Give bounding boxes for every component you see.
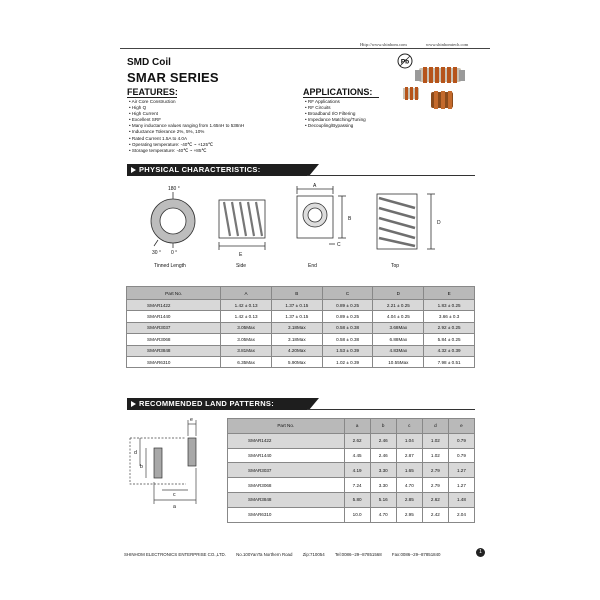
list-item: • Excellent SRF <box>129 117 244 123</box>
table-cell: SMAR3068 <box>228 478 345 493</box>
table-cell: 0.58 ± 0.38 <box>322 322 373 333</box>
end-view-drawing <box>297 186 346 244</box>
footer-company: SHINHOM ELECTRONICS ENTERPRISE CO.,LTD. <box>124 552 226 557</box>
table-cell: 2.95 <box>396 507 422 522</box>
table-cell: 3.05Max <box>221 322 272 333</box>
table-cell: 1.83 ± 0.25 <box>424 300 475 311</box>
table-cell: 1.27 <box>448 478 474 493</box>
pb-free-label: Pb <box>400 58 410 66</box>
table-cell: 4.70 <box>370 507 396 522</box>
dim-e-label: E <box>239 252 243 258</box>
column-header: B <box>271 287 322 300</box>
tinned-length-drawing <box>151 192 195 248</box>
side-view-drawing <box>219 200 265 250</box>
table-cell: SMAR3848 <box>127 345 221 356</box>
table-cell: 0.89 ± 0.25 <box>322 311 373 322</box>
applications-heading: APPLICATIONS: <box>303 87 373 97</box>
land-dim-e-label: e <box>190 417 193 423</box>
column-header: C <box>322 287 373 300</box>
product-photo <box>395 58 485 118</box>
list-item: • Broadband I/O Filtering <box>305 111 366 117</box>
table-cell: 0.79 <box>448 448 474 463</box>
table-cell: 7.98 ± 0.51 <box>424 356 475 367</box>
top-view-drawing <box>377 194 435 249</box>
coil-photo-large <box>415 67 465 83</box>
column-header: d <box>422 419 448 434</box>
table-cell: 1.37 ± 0.15 <box>271 300 322 311</box>
land-pad-right <box>188 438 196 466</box>
table-cell: 4.04 ± 0.25 <box>373 311 424 322</box>
table-cell: 2.46 <box>370 448 396 463</box>
banner-rule <box>307 175 475 176</box>
list-item: • High Q <box>129 105 244 111</box>
dim-a-label: A <box>313 183 317 189</box>
table-cell: 2.79 <box>422 478 448 493</box>
table-header-row <box>127 287 475 300</box>
table-cell: 7.24 <box>344 478 370 493</box>
table-cell: SMAR3068 <box>127 334 221 345</box>
table-cell: 0.79 <box>448 433 474 448</box>
table-row <box>127 322 475 333</box>
table-cell: 2.04 <box>448 507 474 522</box>
applications-underline <box>303 97 379 98</box>
table-cell: 5.90Max <box>271 356 322 367</box>
applications-list <box>305 99 366 129</box>
table-cell: 6.88Max <box>373 334 424 345</box>
column-header: a <box>344 419 370 434</box>
table-cell: 2.87 <box>396 448 422 463</box>
table-row <box>127 311 475 322</box>
features-underline <box>127 97 177 98</box>
list-item: • Air Core Construction <box>129 99 244 105</box>
land-patterns-banner: RECOMMENDED LAND PATTERNS: <box>127 398 309 410</box>
table-cell: 3.30 <box>370 463 396 478</box>
table-cell: SMAR1440 <box>127 311 221 322</box>
list-item: • Rated Current 1.5A to 4.0A <box>129 136 244 142</box>
angle-30-label: 30 ° <box>152 250 161 256</box>
footer-tel: Tel:0086--29--87851568 <box>334 552 382 557</box>
caption-top: Top <box>391 263 400 269</box>
land-dim-d-label: d <box>134 450 137 456</box>
table-cell: 1.04 <box>396 433 422 448</box>
table-cell: 6.35Max <box>221 356 272 367</box>
table-cell: 2.62 <box>344 433 370 448</box>
table-cell: 1.42 ± 0.13 <box>221 311 272 322</box>
table-cell: 4.20Max <box>271 345 322 356</box>
table-cell: 4.70 <box>396 478 422 493</box>
table-cell: 2.46 <box>370 433 396 448</box>
list-item: • Storage temperature: -40℃ ~ +85℃ <box>129 148 244 154</box>
table-cell: 1.37 ± 0.15 <box>271 311 322 322</box>
table-cell: 4.45 <box>344 448 370 463</box>
table-cell: 4.19 <box>344 463 370 478</box>
table-row <box>228 433 475 448</box>
footer <box>124 552 450 557</box>
table-cell: 3.68Max <box>373 322 424 333</box>
table-cell: 10.0 <box>344 507 370 522</box>
features-list <box>129 99 244 154</box>
table-row <box>127 300 475 311</box>
table-cell: 5.16 <box>370 492 396 507</box>
table-cell: 3.18Max <box>271 334 322 345</box>
coil-photo-small-left <box>403 87 419 100</box>
column-header: b <box>370 419 396 434</box>
list-item: • High Current <box>129 111 244 117</box>
table-row <box>228 478 475 493</box>
table-cell: 1.02 <box>422 448 448 463</box>
product-category: SMD Coil <box>127 57 171 68</box>
table-cell: SMAR1422 <box>228 433 345 448</box>
land-dim-b-label: b <box>140 464 143 470</box>
table-cell: 5.80 <box>344 492 370 507</box>
table-cell: 5.84 ± 0.25 <box>424 334 475 345</box>
table-row <box>228 448 475 463</box>
header-rule <box>120 48 490 49</box>
table-cell: 3.18Max <box>271 322 322 333</box>
list-item: • Operating temperature: -40℃ ~ +125℃ <box>129 142 244 148</box>
coil-photo-small-right <box>431 91 453 109</box>
land-dim-a-label: a <box>173 504 176 510</box>
table-cell: 3.05Max <box>221 334 272 345</box>
physical-drawings <box>126 182 476 272</box>
table-cell: 3.81Max <box>221 345 272 356</box>
table-cell: 2.42 <box>422 507 448 522</box>
table-row <box>127 345 475 356</box>
table-cell: 2.92 ± 0.25 <box>424 322 475 333</box>
dim-d-label: D <box>437 220 441 226</box>
table-cell: 3.30 <box>370 478 396 493</box>
table-cell: SMAR1422 <box>127 300 221 311</box>
table-cell: SMAR6310 <box>228 507 345 522</box>
table-row <box>127 356 475 367</box>
caption-side: Side <box>236 263 247 269</box>
table-cell: 4.83Max <box>373 345 424 356</box>
table-cell: SMAR3848 <box>228 492 345 507</box>
table-cell: 2.85 <box>396 492 422 507</box>
table-cell: 10.55Max <box>373 356 424 367</box>
table-cell: SMAR6310 <box>127 356 221 367</box>
caption-end: End <box>308 263 317 269</box>
page-number: 1 <box>476 548 485 557</box>
footer-fax: Fax:0086--29--87851840 <box>391 552 441 557</box>
table-row <box>228 507 475 522</box>
table-row <box>127 334 475 345</box>
list-item: • Impedance Matching/Tuning <box>305 117 366 123</box>
table-cell: 2.79 <box>422 463 448 478</box>
angle-0-label: 0 ° <box>171 250 178 256</box>
table-cell: 1.53 ± 0.39 <box>322 345 373 356</box>
url-shinhomtech[interactable]: www.shinhomtech.com <box>425 42 469 47</box>
land-dim-c-label: c <box>173 492 176 498</box>
column-header: E <box>424 287 475 300</box>
table-cell: SMAR3037 <box>228 463 345 478</box>
table-cell: 1.48 <box>448 492 474 507</box>
angle-180-label: 180 ° <box>168 186 180 192</box>
footer-zip: Zip:710054 <box>302 552 325 557</box>
land-patterns-table <box>227 418 475 523</box>
page-title: SMAR SERIES <box>127 70 219 85</box>
table-cell: 0.58 ± 0.38 <box>322 334 373 345</box>
table-row <box>228 463 475 478</box>
list-item: • Many inductance values ranging from 1.65nH to 538nH <box>129 123 244 129</box>
table-cell: 2.21 ± 0.25 <box>373 300 424 311</box>
footer-address: No.100YanTa Northern Road <box>236 552 293 557</box>
list-item: • Decoupling/Bypassing <box>305 123 366 129</box>
table-cell: 1.27 <box>448 463 474 478</box>
caption-tinned-length: Tinned Length <box>154 263 186 269</box>
table-cell: 2.62 <box>422 492 448 507</box>
table-cell: 1.02 <box>422 433 448 448</box>
features-heading: FEATURES: <box>127 87 178 97</box>
table-cell: SMAR3037 <box>127 322 221 333</box>
table-cell: 0.89 ± 0.25 <box>322 300 373 311</box>
column-header: e <box>448 419 474 434</box>
land-pad-left <box>154 448 162 478</box>
physical-characteristics-table <box>126 286 475 368</box>
table-cell: 3.66 ± 0.3 <box>424 311 475 322</box>
table-cell: 1.02 ± 0.39 <box>322 356 373 367</box>
table-row <box>228 492 475 507</box>
dim-c-label: C <box>337 242 341 248</box>
list-item: • Inductance Tolerance 2%, 5%, 10% <box>129 129 244 135</box>
banner-rule <box>307 409 475 410</box>
physical-characteristics-banner: PHYSICAL CHARACTERISTICS: <box>127 164 309 176</box>
land-pattern-drawing <box>126 416 221 516</box>
column-header: Part No. <box>228 419 345 434</box>
column-header: A <box>221 287 272 300</box>
url-shinhom[interactable]: Http://www.shinhom.com <box>360 42 407 47</box>
table-cell: 1.65 <box>396 463 422 478</box>
column-header: Part No. <box>127 287 221 300</box>
list-item: • RF Circuits <box>305 105 366 111</box>
table-header-row <box>228 419 475 434</box>
column-header: c <box>396 419 422 434</box>
list-item: • RF Applications <box>305 99 366 105</box>
table-cell: SMAR1440 <box>228 448 345 463</box>
column-header: D <box>373 287 424 300</box>
header-urls <box>360 42 486 47</box>
table-cell: 1.42 ± 0.13 <box>221 300 272 311</box>
dim-b-label: B <box>348 216 352 222</box>
table-cell: 4.32 ± 0.39 <box>424 345 475 356</box>
